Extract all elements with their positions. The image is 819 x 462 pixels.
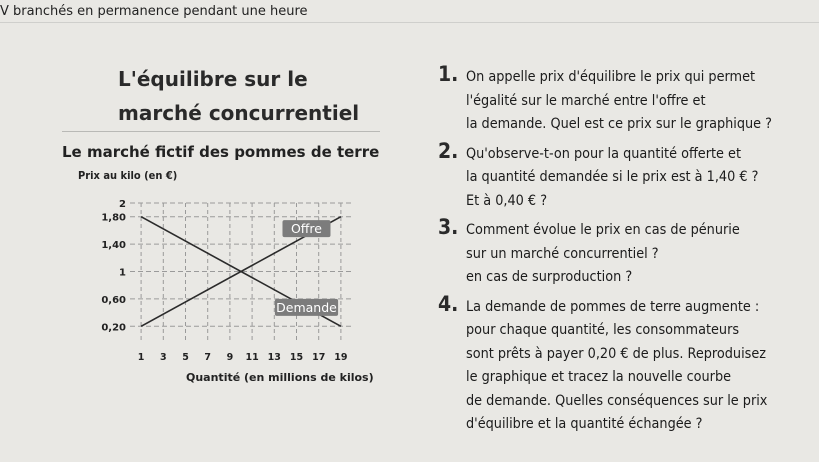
y-tick-label: 1 [119,267,126,279]
question-text: On appelle prix d'équilibre le prix qui permet l'égalité sur le marché entre l'offre et la demande. Quel est ce prix sur le graphique ? [466,69,773,132]
y-tick-label: 1,80 [101,212,126,224]
y-tick-label: 1,40 [101,240,126,252]
y-tick-label: 0,60 [101,294,126,306]
x-tick-label: 11 [245,352,259,363]
x-tick-label: 1 [137,352,145,363]
x-tick-label: 3 [159,352,167,363]
question-number: 2. [438,138,459,163]
question-text: Qu'observe-t-on pour la quantité offerte et la quantité demandée si le prix est à 1,40 € ? Et à 0,40 € ? [466,145,759,209]
y-tick-label: 0,20 [101,322,126,334]
question-text: La demande de pommes de terre augmente : pour chaque quantité, les consommateurs sont prêts à payer 0,20 € de plus. Reproduisez le graphique et tracez la nouvelle courbe de demande. Quelles conséquences sur le prix d'équilibre et la quantité échangée ? [466,298,768,432]
x-axis-title: Quantité (en millions de kilos) [186,371,374,384]
question-3 [436,215,816,290]
question-number: 3. [438,215,459,239]
question-1 [436,62,816,137]
series-label: Offre [290,221,322,237]
x-tick-label: 9 [226,352,234,363]
chart-title: Le marché fictif des pommes de terre [62,143,380,161]
section-title-line2: marché concurrentiel [118,101,360,125]
x-tick-label: 19 [334,352,348,363]
question-list [436,62,816,443]
question-number: 4. [438,291,459,316]
question-text: Comment évolue le prix en cas de pénurie sur un marché concurrentiel ? en cas de surproduction ? [466,222,740,285]
x-tick-label: 5 [182,352,189,363]
series-label: Demande [276,299,337,315]
y-tick-label: 2 [119,199,126,210]
top-text: V branchés en permanence pendant une heure [0,4,308,19]
x-tick-label: 15 [289,352,304,363]
y-axis-title: Prix au kilo (en €) [78,169,178,182]
section-title-line1: L'équilibre sur le [118,67,308,91]
question-4 [436,291,816,437]
x-tick-label: 7 [204,352,212,363]
x-tick-label: 17 [312,352,326,363]
x-tick-label: 13 [267,352,281,363]
question-number: 1. [438,62,459,86]
question-2 [436,138,816,214]
